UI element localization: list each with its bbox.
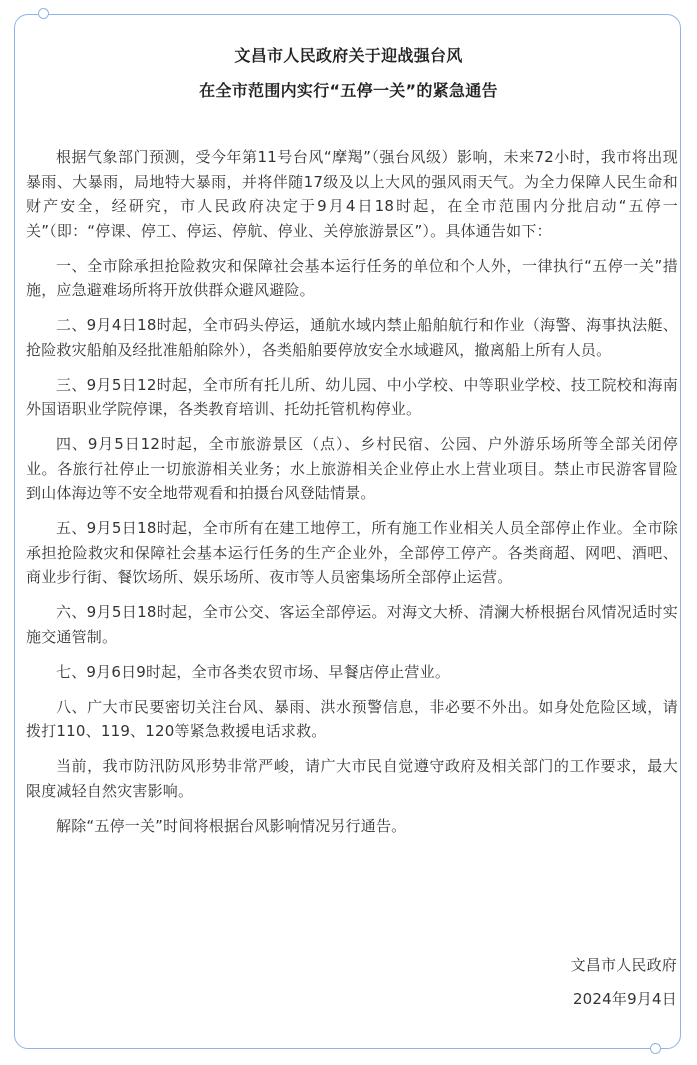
signature-organization: 文昌市人民政府 [570, 956, 677, 974]
paragraph-item-7: 七、9月6日9时起，全市各类农贸市场、早餐店停止营业。 [56, 662, 451, 681]
paragraph-item-4: 四、9月5日12时起，全市旅游景区（点）、乡村民宿、公园、户外游乐场所等全部关闭停业。各旅行社停止一切旅游相关业务；水上旅游相关企业停止水上营业项目。禁止市民游客冒险到山体海边等不安全地带观看和拍摄台风登陆情景。 [26, 435, 678, 502]
paragraph-item-1: 一、全市除承担抢险救灾和保障社会基本运行任务的单位和个人外，一律执行“五停一关”措施，应急避难场所将开放供群众避风避险。 [26, 256, 678, 299]
paragraph-item-2: 二、9月4日18时起，全市码头停运，通航水域内禁止船舶航行和作业（海警、海事执法艇、抢险救灾船舶及经批准船舶除外），各类船舶要停放安全水域避风，撤离船上所有人员。 [26, 316, 678, 359]
paragraph-item-3: 三、9月5日12时起，全市所有托儿所、幼儿园、中小学校、中等职业学校、技工院校和海南外国语职业学院停课，各类教育培训、托幼托管机构停业。 [26, 375, 678, 418]
paragraph-item-5: 五、9月5日18时起，全市所有在建工地停工，所有施工作业相关人员全部停止作业。全市除承担抢险救灾和保障社会基本运行任务的生产企业外，全部停工停产。各类商超、网吧、酒吧、商业步行街、餐饮场所、娱乐场所、夜市等人员密集场所全部停止运营。 [26, 519, 678, 586]
frame-ring-bottom-decoration [650, 1043, 661, 1054]
paragraph-item-8: 八、广大市民要密切关注台风、暴雨、洪水预警信息，非必要不外出。如身处危险区域，请拨打110、119、120等紧急救援电话求救。 [26, 697, 678, 740]
frame-ring-top-decoration [38, 8, 49, 19]
notice-title-line-2: 在全市范围内实行“五停一关”的紧急通告 [199, 81, 498, 100]
notice-title-line-1: 文昌市人民政府关于迎战强台风 [234, 46, 463, 65]
paragraph-intro: 根据气象部门预测，受今年第11号台风“摩羯”（强台风级）影响，未来72小时，我市将出现暴雨、大暴雨，局地特大暴雨，并将伴随17级及以上大风的强风雨天气。为全力保障人民生命和财产安全，经研究，市人民政府决定于9月4日18时起，在全市范围内分批启动“五停一关”（即：“停课、停工、停运、停航、停业、关停旅游景区”）。具体通告如下： [26, 148, 678, 240]
signature-date: 2024年9月4日 [572, 990, 677, 1008]
paragraph-closing: 当前，我市防汛防风形势非常严峻，请广大市民自觉遵守政府及相关部门的工作要求，最大限度减轻自然灾害影响。 [26, 757, 678, 800]
paragraph-lifting-notice: 解除“五停一关”时间将根据台风影响情况另行通告。 [56, 816, 407, 835]
notice-body [26, 145, 678, 849]
paragraph-item-6: 六、9月5日18时起，全市公交、客运全部停运。对海文大桥、清澜大桥根据台风情况适时实施交通管制。 [26, 603, 678, 646]
